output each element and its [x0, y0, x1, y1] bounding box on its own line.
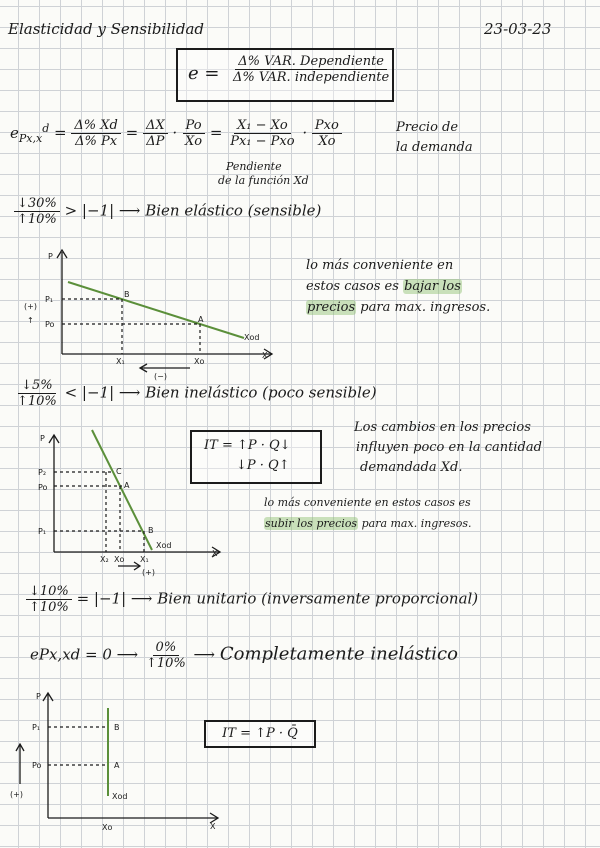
case-unitary-relation: = |−1| ⟶: [76, 589, 153, 608]
g1-delta-label: (−): [154, 372, 167, 381]
g1-xo-label: Xo: [194, 357, 205, 366]
note-precio-demanda-1: Precio de: [396, 120, 459, 135]
formula-fraction-1: $\frac{\Delta\% Xd}{\Delta\% Px}$: [71, 118, 120, 149]
inelastic-note-1: Los cambios en los precios: [354, 420, 531, 435]
case-perfect-den: ↑10%: [145, 656, 186, 671]
g3-x-label: X: [210, 822, 216, 831]
inelastic-note-5: subir los precios para max. ingresos.: [265, 517, 472, 530]
case-unitary-den: ↑10%: [29, 600, 69, 615]
formula-fraction-5: $\frac{\text{Pxo}}{Xo}$: [312, 118, 342, 149]
g1-point-a: A: [198, 315, 204, 324]
it-box-2: IT = ↑P · Q̄: [204, 720, 316, 748]
definition-denominator: Δ% VAR. independiente: [233, 70, 390, 85]
case-inelastic-result: Bien inelástico (poco sensible): [145, 383, 377, 402]
g3-sign-label: (+): [10, 790, 23, 799]
g2-x-label: X: [212, 549, 218, 558]
g1-po-label: Po: [45, 320, 55, 329]
page-date: 23-03-23: [484, 20, 552, 38]
elastic-note-1: lo más conveniente en: [306, 258, 454, 273]
inelastic-note-3: demandada Xd.: [360, 460, 463, 475]
g3-p1-label: P₁: [32, 723, 41, 732]
g3-point-a: A: [114, 761, 120, 770]
g1-sign-label: (+): [24, 302, 37, 311]
note-precio-demanda-2: la demanda: [396, 140, 473, 155]
g3-xo-label: Xo: [102, 823, 113, 832]
case-unitary-result: Bien unitario (inversamente proporcional): [157, 589, 479, 608]
case-perfect-result: Completamente inelástico: [219, 643, 458, 665]
price-elasticity-formula: $e_{Px,x}^d$ = $\frac{\Delta\% Xd}{\Delta\% Px}$ = $\frac{\Delta X}{\Delta P}$ · $\frac{Po}{Xo}$ = $\frac{\text{X₁ − Xo}}{\text{Px₁ − Pxo}}$ · $\frac{\text{Pxo}}{Xo}$: [10, 118, 342, 149]
case-elastic-den: ↑10%: [17, 212, 57, 227]
g2-point-b: B: [148, 526, 154, 535]
elastic-note-3: precios para max. ingresos.: [307, 300, 491, 315]
formula-lhs: $e_{Px,x}^d$: [10, 121, 50, 145]
g3-p-label: P: [36, 692, 41, 701]
g2-point-a: A: [124, 481, 130, 490]
case-inelastic-num: ↓5%: [18, 378, 56, 394]
formula-fraction-2: $\frac{\Delta X}{\Delta P}$: [143, 118, 168, 149]
g2-x1-label: X₁: [140, 555, 149, 564]
g1-x1-label: X₁: [116, 357, 125, 366]
case-perfect-num: 0%: [153, 640, 180, 656]
case-elastic-result: Bien elástico (sensible): [145, 201, 322, 220]
case-elastic-num: ↓30%: [14, 196, 60, 212]
g2-p2-label: P₂: [38, 468, 47, 477]
g2-p1-label: P₁: [38, 527, 47, 536]
case-elastic-relation: > |−1| ⟶: [64, 201, 141, 220]
case-perfect-arrow: ⟶: [193, 645, 216, 664]
formula-fraction-3: $\frac{Po}{Xo}$: [182, 118, 205, 149]
definition-lhs: e =: [188, 63, 220, 84]
note-pendiente-2: de la función Xd: [218, 174, 309, 187]
g3-po-label: Po: [32, 761, 42, 770]
page-title: Elasticidad y Sensibilidad: [8, 20, 205, 38]
g3-point-b: B: [114, 723, 120, 732]
case-inelastic-relation: < |−1| ⟶: [64, 383, 141, 402]
formula-fraction-4: $\frac{\text{X₁ − Xo}}{\text{Px₁ − Pxo}}$: [230, 118, 295, 149]
g3-curve-label: Xod: [112, 792, 128, 801]
it-line-2: ↓P · Q↑: [236, 458, 290, 473]
g2-p-label: P: [40, 434, 45, 443]
case-unitary-num: ↓10%: [26, 584, 72, 600]
note-pendiente-1: Pendiente: [226, 160, 282, 173]
g2-x2-label: X₂: [100, 555, 109, 564]
g1-p-label: P: [48, 252, 53, 261]
it-line-1: IT = ↑P · Q↓: [204, 438, 291, 453]
inelastic-note-4: lo más conveniente en estos casos es: [264, 496, 471, 509]
g1-point-b: B: [124, 290, 130, 299]
g2-point-c: C: [116, 467, 122, 476]
case-perfect-lhs: ePx,xd = 0 ⟶: [30, 645, 139, 664]
case-inelastic-den: ↑10%: [17, 394, 57, 409]
g2-curve-label: Xod: [156, 541, 172, 550]
inelastic-note-2: influyen poco en la cantidad: [356, 440, 542, 455]
g2-xo-label: Xo: [114, 555, 125, 564]
g1-curve-label: Xod: [244, 333, 260, 342]
g1-x-label: X: [262, 351, 268, 360]
g1-p1-label: P₁: [45, 295, 54, 304]
g2-plus-label: (+): [142, 568, 155, 577]
definition-numerator: Δ% VAR. Dependiente: [235, 54, 387, 70]
g2-po-label: Po: [38, 483, 48, 492]
g1-sign-arrow: ↑: [27, 316, 34, 325]
elastic-note-2: estos casos es bajar los: [306, 279, 461, 294]
